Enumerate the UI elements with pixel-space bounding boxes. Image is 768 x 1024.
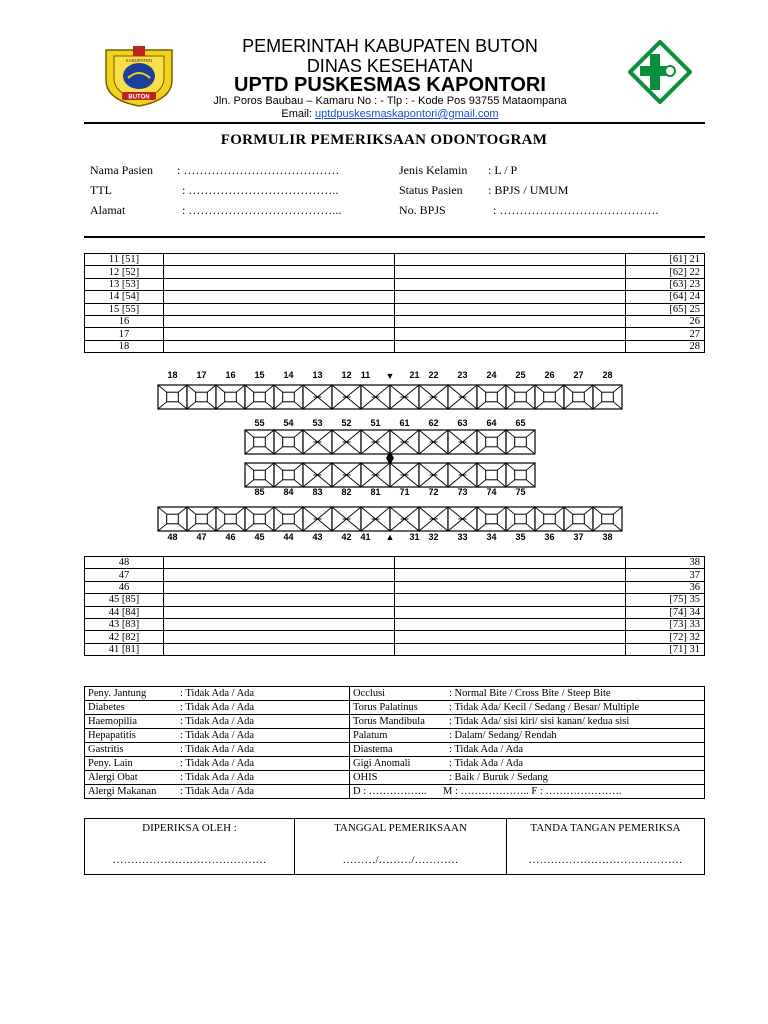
tooth-number: 13: [312, 370, 323, 380]
medical-right-value[interactable]: : Baik / Buruk / Sedang: [449, 772, 548, 783]
tooth-number: 38: [602, 532, 613, 542]
tooth-box[interactable]: [245, 385, 274, 409]
tooth-note-left[interactable]: [164, 569, 395, 581]
tooth-box[interactable]: [332, 385, 361, 409]
tooth-number: 36: [544, 532, 555, 542]
medical-left-label: Alergi Makanan: [88, 786, 157, 797]
tooth-label-right: 38: [626, 557, 705, 569]
status-pasien-field[interactable]: : BPJS / UMUM: [488, 183, 569, 197]
tooth-box[interactable]: [303, 507, 332, 531]
tooth-number: 41: [360, 532, 371, 542]
tooth-number: 74: [486, 487, 497, 497]
tooth-box[interactable]: [245, 430, 274, 454]
tooth-label-left: 47: [85, 569, 164, 581]
medical-left-cell[interactable]: [85, 687, 350, 701]
examiner-signature-cell[interactable]: [507, 819, 705, 875]
medical-left-value[interactable]: : Tidak Ada / Ada: [180, 716, 255, 727]
tooth-label-right: [71] 31: [626, 643, 705, 655]
tooth-box[interactable]: [535, 385, 564, 409]
medical-right-label: OHIS: [353, 772, 378, 783]
tooth-box[interactable]: [535, 507, 564, 531]
tooth-row: [85, 291, 705, 303]
tooth-box[interactable]: [390, 463, 419, 487]
tooth-number: 81: [370, 487, 381, 497]
tooth-number: 15: [254, 370, 265, 380]
medical-left-cell[interactable]: [85, 729, 350, 743]
tooth-number: 14: [283, 370, 294, 380]
tooth-note-right[interactable]: [395, 303, 626, 315]
tooth-row: [85, 557, 705, 569]
tooth-box[interactable]: [506, 385, 535, 409]
tooth-label-left: 12 [52]: [85, 266, 164, 278]
tooth-number: 17: [196, 370, 207, 380]
tooth-box[interactable]: [274, 430, 303, 454]
medical-left-value[interactable]: : Tidak Ada / Ada: [180, 758, 255, 769]
signature-table: [84, 818, 705, 875]
nama-field[interactable]: : …………………………………: [177, 163, 340, 177]
medical-left-value[interactable]: : Tidak Ada / Ada: [180, 688, 255, 699]
tooth-note-left[interactable]: [164, 254, 395, 266]
tooth-box[interactable]: [390, 507, 419, 531]
tooth-number: 32: [428, 532, 439, 542]
tooth-number: 31: [409, 532, 420, 542]
medical-right-cell[interactable]: [350, 729, 705, 743]
alamat-field[interactable]: : ………………………………...: [182, 203, 342, 217]
status-pasien-label: Status Pasien: [399, 183, 463, 197]
tooth-row: [85, 594, 705, 606]
tooth-note-left[interactable]: [164, 606, 395, 618]
medical-left-cell[interactable]: [85, 785, 350, 799]
tooth-number: 55: [254, 418, 265, 428]
medical-right-cell[interactable]: [350, 785, 705, 799]
medical-left-cell[interactable]: [85, 757, 350, 771]
medical-right-label: Palatum: [353, 730, 388, 741]
medical-right-value[interactable]: : Tidak Ada / Ada: [449, 744, 524, 755]
signature-title: TANDA TANGAN PEMERIKSA: [530, 822, 681, 834]
tooth-row: [85, 606, 705, 618]
tooth-box[interactable]: [361, 430, 390, 454]
tooth-box[interactable]: [216, 385, 245, 409]
tooth-label-left: 17: [85, 328, 164, 340]
tooth-note-left[interactable]: [164, 618, 395, 630]
tooth-label-left: 18: [85, 340, 164, 352]
tooth-number: 23: [457, 370, 468, 380]
tooth-box[interactable]: [303, 430, 332, 454]
tooth-number: 22: [428, 370, 439, 380]
tooth-box[interactable]: [390, 385, 419, 409]
tooth-label-right: [61] 21: [626, 254, 705, 266]
upper-tooth-table: [84, 253, 705, 353]
medical-right-label: Torus Palatinus: [353, 702, 418, 713]
no-bpjs-field[interactable]: : ………………………………….: [493, 203, 659, 217]
tooth-note-left[interactable]: [164, 581, 395, 593]
medical-row: [85, 715, 705, 729]
jenis-kelamin-field[interactable]: : L / P: [488, 163, 518, 177]
tooth-row: [85, 643, 705, 655]
tooth-label-right: [64] 24: [626, 291, 705, 303]
exam-date-field[interactable]: ………/………/…………: [342, 854, 459, 866]
lower-tooth-table: [84, 556, 705, 656]
tooth-row: [85, 328, 705, 340]
tooth-box[interactable]: [390, 430, 419, 454]
tooth-number: 84: [283, 487, 294, 497]
tooth-label-right: [73] 33: [626, 618, 705, 630]
tooth-number: 35: [515, 532, 526, 542]
tooth-label-left: 45 [85]: [85, 594, 164, 606]
tooth-box[interactable]: [448, 507, 477, 531]
tooth-label-right: 27: [626, 328, 705, 340]
medical-row: [85, 785, 705, 799]
tooth-label-right: [63] 23: [626, 278, 705, 290]
no-bpjs-label: No. BPJS: [399, 203, 446, 217]
medical-left-label: Gastritis: [88, 744, 124, 755]
tooth-row: [85, 581, 705, 593]
tooth-note-right[interactable]: [395, 643, 626, 655]
tooth-number: 27: [573, 370, 584, 380]
tooth-box[interactable]: [245, 463, 274, 487]
examiner-title: DIPERIKSA OLEH :: [142, 822, 237, 834]
tooth-note-left[interactable]: [164, 315, 395, 327]
tooth-box[interactable]: [361, 463, 390, 487]
tooth-box[interactable]: [448, 385, 477, 409]
tooth-note-right[interactable]: [395, 606, 626, 618]
tooth-row: [85, 569, 705, 581]
medical-right-cell[interactable]: [350, 743, 705, 757]
medical-right-value[interactable]: : Tidak Ada/ sisi kiri/ sisi kanan/ kedua sisi: [449, 716, 630, 727]
header-puskesmas: UPTD PUSKESMAS KAPONTORI: [234, 74, 546, 96]
medical-right-value[interactable]: M : ……………….. F : ………………….: [443, 786, 622, 797]
tooth-number: 44: [283, 532, 294, 542]
tooth-note-left[interactable]: [164, 643, 395, 655]
medical-row: [85, 687, 705, 701]
tooth-box[interactable]: [419, 385, 448, 409]
ttl-field[interactable]: : ………………………………..: [182, 183, 339, 197]
tooth-number: 82: [341, 487, 352, 497]
email-link[interactable]: uptdpuskesmaskapontori@gmail.com: [315, 108, 499, 120]
tooth-box[interactable]: [419, 463, 448, 487]
tooth-note-right[interactable]: [395, 291, 626, 303]
tooth-row: [85, 254, 705, 266]
tooth-number: 53: [312, 418, 323, 428]
kabupaten-logo: [100, 42, 178, 108]
tooth-label-right: [72] 32: [626, 631, 705, 643]
tooth-label-right: 26: [626, 315, 705, 327]
tooth-number: 16: [225, 370, 236, 380]
tooth-number: 72: [428, 487, 439, 497]
tooth-note-left[interactable]: [164, 328, 395, 340]
tooth-label-right: 37: [626, 569, 705, 581]
tooth-note-right[interactable]: [395, 581, 626, 593]
tooth-box[interactable]: [245, 507, 274, 531]
jenis-kelamin-label: Jenis Kelamin: [399, 163, 468, 177]
tooth-label-left: 44 [84]: [85, 606, 164, 618]
tooth-number: 45: [254, 532, 265, 542]
tooth-number: 63: [457, 418, 468, 428]
medical-row: [85, 701, 705, 715]
tooth-box[interactable]: [593, 385, 622, 409]
tooth-note-left[interactable]: [164, 594, 395, 606]
tooth-box[interactable]: [477, 430, 506, 454]
tooth-number: 34: [486, 532, 497, 542]
tooth-box[interactable]: [448, 463, 477, 487]
header-divider: [84, 122, 705, 124]
tooth-number: 18: [167, 370, 178, 380]
tooth-box[interactable]: [332, 430, 361, 454]
tooth-box[interactable]: [593, 507, 622, 531]
tooth-row: [85, 340, 705, 352]
medical-right-value[interactable]: : Normal Bite / Cross Bite / Steep Bite: [449, 688, 611, 699]
medical-left-cell[interactable]: [85, 771, 350, 785]
exam-date-cell[interactable]: [295, 819, 507, 875]
tooth-box[interactable]: [361, 507, 390, 531]
medical-left-cell[interactable]: [85, 701, 350, 715]
tooth-box[interactable]: [477, 463, 506, 487]
tooth-number: 11: [360, 370, 371, 380]
signature-field[interactable]: ……………………………………: [528, 854, 683, 866]
header-email-line: [180, 108, 600, 120]
tooth-box[interactable]: [419, 430, 448, 454]
tooth-number: 73: [457, 487, 468, 497]
tooth-number: 51: [370, 418, 381, 428]
tooth-box[interactable]: [506, 430, 535, 454]
medical-row: [85, 757, 705, 771]
tooth-number: 28: [602, 370, 613, 380]
tooth-note-left[interactable]: [164, 303, 395, 315]
examiner-cell[interactable]: [85, 819, 295, 875]
tooth-box[interactable]: [448, 430, 477, 454]
tooth-number: 52: [341, 418, 352, 428]
medical-right-value[interactable]: : Tidak Ada/ Kecil / Sedang / Besar/ Multiple: [449, 702, 640, 713]
tooth-box[interactable]: [419, 507, 448, 531]
svg-text:KABUPATEN: KABUPATEN: [125, 58, 153, 63]
tooth-note-right[interactable]: [395, 631, 626, 643]
tooth-label-right: [62] 22: [626, 266, 705, 278]
tooth-note-left[interactable]: [164, 291, 395, 303]
medical-left-label: Peny. Jantung: [88, 688, 147, 699]
tooth-note-left[interactable]: [164, 631, 395, 643]
medical-right-label: D : ……………..: [353, 786, 427, 797]
exam-date-title: TANGGAL PEMERIKSAAN: [334, 822, 467, 834]
tooth-label-left: 43 [83]: [85, 618, 164, 630]
tooth-note-right[interactable]: [395, 557, 626, 569]
tooth-box[interactable]: [303, 463, 332, 487]
tooth-label-left: 14 [54]: [85, 291, 164, 303]
medical-left-label: Diabetes: [88, 702, 125, 713]
examiner-field[interactable]: ……………………………………: [112, 854, 267, 866]
tooth-note-left[interactable]: [164, 340, 395, 352]
ttl-label: TTL: [90, 183, 112, 197]
tooth-number: 12: [341, 370, 352, 380]
medical-right-label: Gigi Anomali: [353, 758, 411, 769]
tooth-number: 48: [167, 532, 178, 542]
tooth-label-left: 46: [85, 581, 164, 593]
svg-text:BUTON: BUTON: [128, 94, 150, 101]
nama-label: Nama Pasien: [90, 163, 153, 177]
medical-right-value[interactable]: : Tidak Ada / Ada: [449, 758, 524, 769]
tooth-box[interactable]: [361, 385, 390, 409]
tooth-note-right[interactable]: [395, 278, 626, 290]
tooth-number: 24: [486, 370, 497, 380]
tooth-row: [85, 631, 705, 643]
medical-left-value[interactable]: : Tidak Ada / Ada: [180, 744, 255, 755]
odontogram-chart: [150, 365, 630, 547]
tooth-number: 75: [515, 487, 526, 497]
medical-row: [85, 743, 705, 757]
medical-left-value[interactable]: : Tidak Ada / Ada: [180, 702, 255, 713]
medical-left-label: Peny. Lain: [88, 758, 133, 769]
tooth-note-left[interactable]: [164, 266, 395, 278]
form-title: FORMULIR PEMERIKSAAN ODONTOGRAM: [220, 132, 548, 148]
medical-left-cell[interactable]: [85, 715, 350, 729]
medical-right-cell[interactable]: [350, 715, 705, 729]
tooth-label-right: [65] 25: [626, 303, 705, 315]
tooth-note-right[interactable]: [395, 340, 626, 352]
medical-left-value[interactable]: : Tidak Ada / Ada: [180, 730, 255, 741]
tooth-label-left: 42 [82]: [85, 631, 164, 643]
medical-left-label: Haemopilia: [88, 716, 137, 727]
medical-right-cell[interactable]: [350, 771, 705, 785]
tooth-box[interactable]: [477, 507, 506, 531]
tooth-number: 71: [399, 487, 410, 497]
tooth-box[interactable]: [274, 463, 303, 487]
tooth-note-right[interactable]: [395, 328, 626, 340]
tooth-number: 62: [428, 418, 439, 428]
tooth-number: 43: [312, 532, 323, 542]
midline-arrow-up: ▲: [385, 532, 395, 542]
tooth-note-right[interactable]: [395, 594, 626, 606]
medical-left-value[interactable]: : Tidak Ada / Ada: [180, 786, 255, 797]
tooth-box[interactable]: [332, 463, 361, 487]
tooth-label-left: 16: [85, 315, 164, 327]
alamat-label: Alamat: [90, 203, 126, 217]
medical-right-label: Occlusi: [353, 688, 386, 699]
tooth-label-right: [74] 34: [626, 606, 705, 618]
tooth-number: 65: [515, 418, 526, 428]
tooth-number: 85: [254, 487, 265, 497]
tooth-box[interactable]: [564, 507, 593, 531]
email-label: Email:: [281, 108, 316, 120]
header-address: Jln. Poros Baubau – Kamaru No : - Tlp : - Kode Pos 93755 Mataompana: [213, 95, 567, 107]
midline-arrow-down: ▼: [385, 371, 395, 381]
medical-left-label: Hepapatitis: [88, 730, 136, 741]
tooth-label-left: 48: [85, 557, 164, 569]
tooth-number: 37: [573, 532, 584, 542]
tooth-box[interactable]: [506, 507, 535, 531]
tooth-note-right[interactable]: [395, 254, 626, 266]
tooth-note-left[interactable]: [164, 557, 395, 569]
tooth-box[interactable]: [187, 507, 216, 531]
tooth-box[interactable]: [216, 507, 245, 531]
tooth-label-right: 28: [626, 340, 705, 352]
medical-row: [85, 729, 705, 743]
tooth-number: 61: [399, 418, 410, 428]
puskesmas-logo: [628, 40, 692, 104]
medical-right-value[interactable]: : Dalam/ Sedang/ Rendah: [449, 730, 557, 741]
tooth-number: 21: [409, 370, 420, 380]
medical-left-value[interactable]: : Tidak Ada / Ada: [180, 772, 255, 783]
tooth-number: 25: [515, 370, 526, 380]
tooth-label-right: [75] 35: [626, 594, 705, 606]
tooth-box[interactable]: [477, 385, 506, 409]
tooth-label-left: 41 [81]: [85, 643, 164, 655]
medical-history-table: [84, 686, 705, 799]
tooth-number: 54: [283, 418, 294, 428]
tooth-box[interactable]: [506, 463, 535, 487]
tooth-box[interactable]: [187, 385, 216, 409]
tooth-note-right[interactable]: [395, 266, 626, 278]
tooth-number: 64: [486, 418, 497, 428]
tooth-number: 42: [341, 532, 352, 542]
tooth-box[interactable]: [158, 385, 187, 409]
tooth-note-right[interactable]: [395, 315, 626, 327]
patient-divider: [84, 236, 705, 238]
header-government: PEMERINTAH KABUPATEN BUTON: [242, 36, 538, 56]
tooth-number: 83: [312, 487, 323, 497]
medical-row: [85, 771, 705, 785]
tooth-row: [85, 303, 705, 315]
tooth-label-left: 15 [55]: [85, 303, 164, 315]
medical-right-cell[interactable]: [350, 687, 705, 701]
medical-left-label: Alergi Obat: [88, 772, 138, 783]
tooth-box[interactable]: [158, 507, 187, 531]
tooth-row: [85, 618, 705, 630]
tooth-note-right[interactable]: [395, 618, 626, 630]
tooth-note-left[interactable]: [164, 278, 395, 290]
tooth-box[interactable]: [274, 507, 303, 531]
tooth-box[interactable]: [303, 385, 332, 409]
tooth-label-right: 36: [626, 581, 705, 593]
tooth-label-left: 13 [53]: [85, 278, 164, 290]
tooth-box[interactable]: [274, 385, 303, 409]
tooth-box[interactable]: [332, 507, 361, 531]
tooth-number: 47: [196, 532, 207, 542]
medical-right-cell[interactable]: [350, 757, 705, 771]
tooth-number: 46: [225, 532, 236, 542]
tooth-number: 33: [457, 532, 468, 542]
tooth-number: 26: [544, 370, 555, 380]
medical-left-cell[interactable]: [85, 743, 350, 757]
tooth-note-right[interactable]: [395, 569, 626, 581]
tooth-row: [85, 315, 705, 327]
tooth-row: [85, 278, 705, 290]
medical-right-label: Torus Mandibula: [353, 716, 425, 727]
tooth-label-left: 11 [51]: [85, 254, 164, 266]
medical-right-label: Diastema: [353, 744, 393, 755]
medical-right-cell[interactable]: [350, 701, 705, 715]
header-department: DINAS KESEHATAN: [306, 56, 474, 76]
tooth-box[interactable]: [564, 385, 593, 409]
tooth-row: [85, 266, 705, 278]
